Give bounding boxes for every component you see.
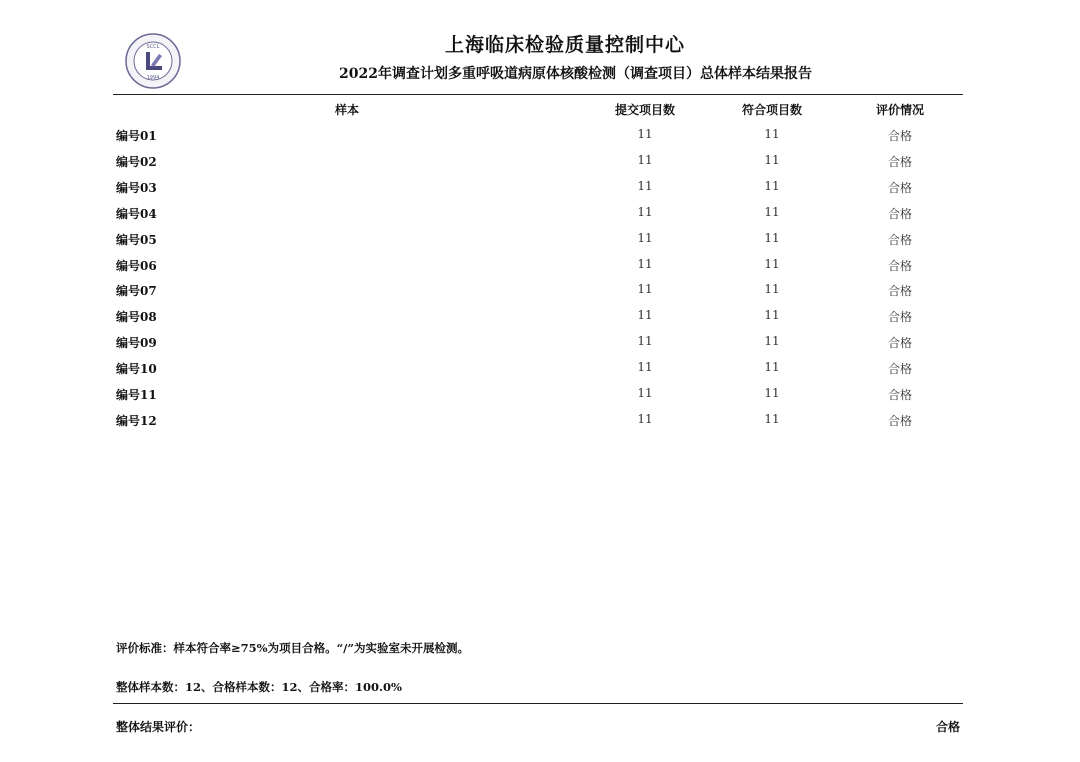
cell-submitted: 11 — [637, 334, 653, 349]
table-row — [0, 308, 1080, 328]
header-matched: 符合项目数 — [741, 103, 802, 117]
table-row — [0, 179, 1080, 199]
cell-submitted: 11 — [637, 178, 653, 193]
cell-submitted: 11 — [637, 127, 653, 141]
table-row — [0, 334, 1080, 354]
org-name: 上海临床检验质量控制中心 — [444, 34, 685, 56]
cell-sample: 编号04 — [116, 206, 157, 221]
table-row — [0, 153, 1080, 173]
cell-sample: 编号10 — [116, 362, 157, 377]
logo-center-text: SCCL — [146, 44, 160, 50]
cell-evaluation: 合格 — [887, 180, 912, 195]
cell-matched: 11 — [764, 334, 780, 349]
table-row — [0, 386, 1080, 406]
cell-sample: 编号09 — [116, 336, 157, 351]
cell-matched: 11 — [764, 360, 780, 375]
cell-sample: 编号05 — [116, 232, 157, 247]
cell-submitted: 11 — [637, 152, 653, 167]
cell-sample: 编号08 — [116, 310, 157, 325]
cell-sample: 编号12 — [116, 413, 157, 428]
logo-year-text: 1994 — [146, 75, 160, 81]
header-sample: 样本 — [334, 103, 359, 117]
cell-matched: 11 — [764, 308, 780, 323]
evaluation-criteria: 评价标准：样本符合率≥75%为项目合格。“/”为实验室未开展检测。 — [116, 641, 469, 655]
table-row — [0, 412, 1080, 432]
cell-matched: 11 — [764, 282, 780, 297]
overall-value: 合格 — [935, 720, 960, 734]
cell-submitted: 11 — [637, 308, 653, 323]
cell-matched: 11 — [764, 256, 780, 271]
summary-stats: 整体样本数：12、合格样本数：12、合格率：100.0% — [116, 680, 402, 694]
report-title: 2022年调查计划多重呼吸道病原体核酸检测（调查项目）总体样本结果报告 — [339, 66, 812, 82]
cell-evaluation: 合格 — [887, 413, 912, 428]
cell-submitted: 11 — [637, 411, 653, 426]
table-row — [0, 127, 1080, 147]
cell-evaluation: 合格 — [887, 284, 912, 299]
footer-divider — [113, 703, 963, 704]
table-row — [0, 231, 1080, 251]
cell-submitted: 11 — [637, 386, 653, 400]
cell-sample: 编号11 — [116, 388, 157, 402]
cell-sample: 编号02 — [116, 154, 157, 169]
table-row — [0, 257, 1080, 277]
cell-sample: 编号01 — [116, 129, 157, 143]
cell-evaluation: 合格 — [887, 388, 912, 402]
cell-matched: 11 — [764, 204, 780, 219]
cell-evaluation: 合格 — [887, 362, 912, 377]
table-row — [0, 360, 1080, 380]
cell-submitted: 11 — [637, 360, 653, 375]
cell-matched: 11 — [764, 230, 780, 245]
cell-submitted: 11 — [637, 204, 653, 219]
table-row — [0, 282, 1080, 302]
cell-matched: 11 — [764, 127, 780, 141]
cell-matched: 11 — [764, 386, 780, 400]
header-divider — [113, 94, 963, 95]
cell-sample: 编号06 — [116, 258, 157, 273]
table-header-row — [0, 101, 1080, 121]
cell-evaluation: 合格 — [887, 129, 912, 143]
table-row — [0, 205, 1080, 225]
cell-submitted: 11 — [637, 282, 653, 297]
cell-matched: 11 — [764, 178, 780, 193]
cell-evaluation: 合格 — [887, 336, 912, 351]
header-submitted: 提交项目数 — [614, 103, 675, 117]
overall-label: 整体结果评价： — [116, 720, 201, 734]
cell-matched: 11 — [764, 411, 780, 426]
cell-sample: 编号07 — [116, 284, 157, 299]
cell-evaluation: 合格 — [887, 258, 912, 273]
cell-evaluation: 合格 — [887, 154, 912, 169]
header-evaluation: 评价情况 — [875, 103, 924, 117]
cell-submitted: 11 — [637, 256, 653, 271]
cell-sample: 编号03 — [116, 180, 157, 195]
cell-evaluation: 合格 — [887, 232, 912, 247]
cell-evaluation: 合格 — [887, 206, 912, 221]
cell-submitted: 11 — [637, 230, 653, 245]
cell-evaluation: 合格 — [887, 310, 912, 325]
cell-matched: 11 — [764, 152, 780, 167]
